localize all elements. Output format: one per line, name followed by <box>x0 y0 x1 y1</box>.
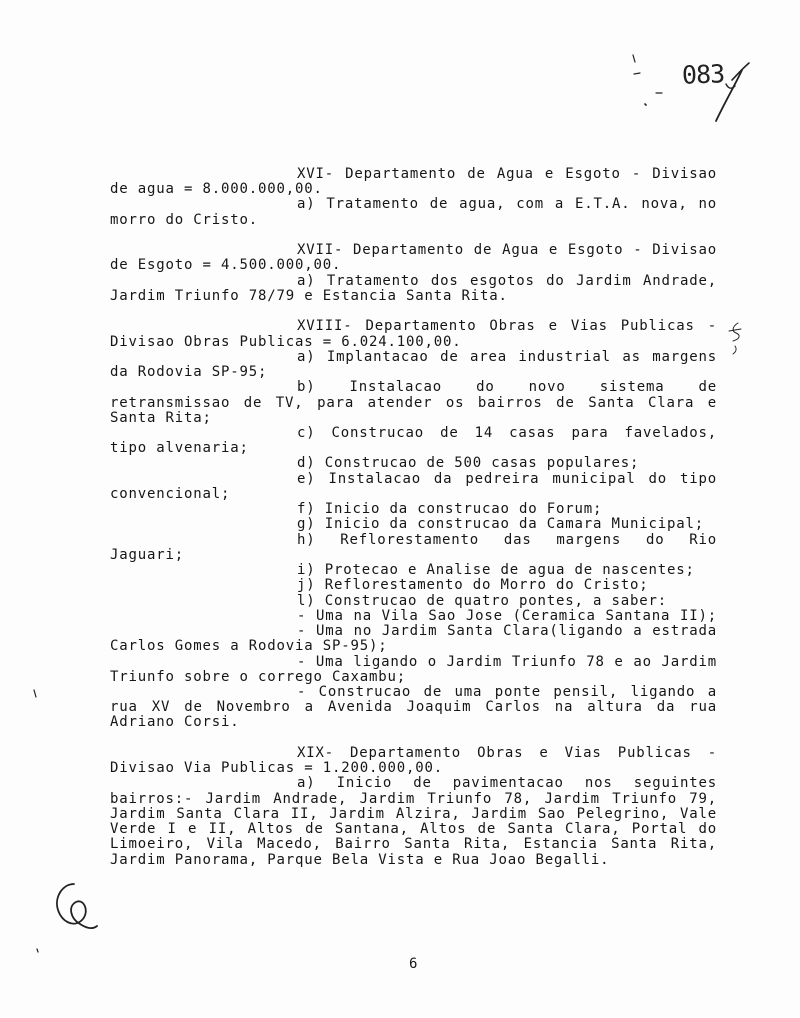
item-line: Jaguari; <box>110 546 184 563</box>
section-xix <box>110 746 720 868</box>
section-heading: XVIII- Departamento Obras e Vias Publicas - <box>297 318 717 335</box>
item-line: Santa Rita; <box>110 409 212 426</box>
item-line: j) Reflorestamento do Morro do Cristo; <box>297 577 649 594</box>
item-line: l) Construcao de quatro pontes, a saber: <box>297 592 667 609</box>
item-line: Jardim Santa Clara II, Jardim Alzira, Jardim Sao Pelegrino, Vale <box>110 805 717 822</box>
blank-line <box>110 731 720 746</box>
division-budget: Divisao Via Publicas = 1.200.000,00. <box>110 760 443 777</box>
item-line: c) Construcao de 14 casas para favelados, <box>297 424 717 441</box>
margin-tick-mark <box>633 55 635 62</box>
item-line: Verde I e II, Altos de Santana, Altos de Santa Clara, Portal do <box>110 821 717 838</box>
division-budget: de Esgoto = 4.500.000,00. <box>110 257 342 274</box>
division-budget: Divisao Obras Publicas = 6.024.100,00. <box>110 333 462 350</box>
sub-item-line: Triunfo sobre o corrego Caxambu; <box>110 668 406 685</box>
item-line: a) Inicio de pavimentacao nos seguintes <box>297 775 717 792</box>
section-heading: XIX- Departamento Obras e Vias Publicas - <box>297 744 717 761</box>
page-stamp-number: 083 <box>681 59 725 90</box>
section-heading: XVII- Departamento de Agua e Esgoto - Divisao <box>297 242 717 259</box>
item-line: tipo alvenaria; <box>110 440 249 457</box>
item-line: b) Instalacao do novo sistema de <box>297 379 717 396</box>
margin-annotation-scribble <box>729 323 741 354</box>
section-xvi <box>110 167 720 228</box>
division-budget: de agua = 8.000.000,00. <box>110 181 323 198</box>
item-line: retransmissao de TV, para atender os bairros de Santa Clara e <box>110 394 717 411</box>
sub-item-line: Adriano Corsi. <box>110 714 240 731</box>
item-line: h) Reflorestamento das margens do Rio <box>297 531 717 548</box>
margin-dot-mark <box>645 104 646 105</box>
sub-item-line: - Uma no Jardim Santa Clara(ligando a estrada <box>297 623 717 640</box>
left-margin-tick <box>34 690 36 697</box>
item-line: a) Tratamento dos esgotos do Jardim Andrade, <box>297 272 717 289</box>
section-heading: XVI- Departamento de Agua e Esgoto - Divisao <box>297 166 717 182</box>
item-line: Limoeiro, Vila Macedo, Bairro Santa Rita, Estancia Santa Rita, <box>110 836 717 853</box>
sub-item-line: - Uma ligando o Jardim Triunfo 78 e ao Jardim <box>297 653 717 670</box>
left-margin-dot <box>37 949 38 952</box>
sub-item-line: - Construcao de uma ponte pensil, ligando a <box>297 683 717 700</box>
item-line: Jardim Panorama, Parque Bela Vista e Rua Joao Begalli. <box>110 851 610 868</box>
document-body <box>110 167 720 868</box>
item-line: convencional; <box>110 485 231 502</box>
sub-item-line: Carlos Gomes a Rodovia SP-95); <box>110 638 388 655</box>
item-line: g) Inicio da construcao da Camara Municipal; <box>297 516 704 533</box>
handwritten-initials <box>57 884 97 928</box>
section-xviii <box>110 319 720 730</box>
item-line: i) Protecao e Analise de agua de nascentes; <box>297 562 695 579</box>
item-line: d) Construcao de 500 casas populares; <box>297 455 640 472</box>
item-line: morro do Cristo. <box>110 211 258 228</box>
item-line: e) Instalacao da pedreira municipal do tipo <box>297 470 717 487</box>
blank-line <box>110 304 720 319</box>
item-line: a) Implantacao de area industrial as margens <box>297 348 717 365</box>
item-line: Jardim Triunfo 78/79 e Estancia Santa Rita. <box>110 287 508 304</box>
blank-line <box>110 228 720 243</box>
sub-item-line: rua XV de Novembro a Avenida Joaquim Carlos na altura da rua <box>110 699 717 716</box>
section-xvii <box>110 243 720 304</box>
margin-dash-mark <box>634 73 640 74</box>
item-line: bairros:- Jardim Andrade, Jardim Triunfo 78, Jardim Triunfo 79, <box>110 790 717 807</box>
page-number: 6 <box>409 956 418 972</box>
item-line: da Rodovia SP-95; <box>110 364 268 381</box>
item-line: f) Inicio da construcao do Forum; <box>297 501 603 518</box>
sub-item-line: - Uma na Vila Sao Jose (Ceramica Santana II); <box>297 607 717 624</box>
item-line: a) Tratamento de agua, com a E.T.A. nova, no <box>297 196 717 213</box>
